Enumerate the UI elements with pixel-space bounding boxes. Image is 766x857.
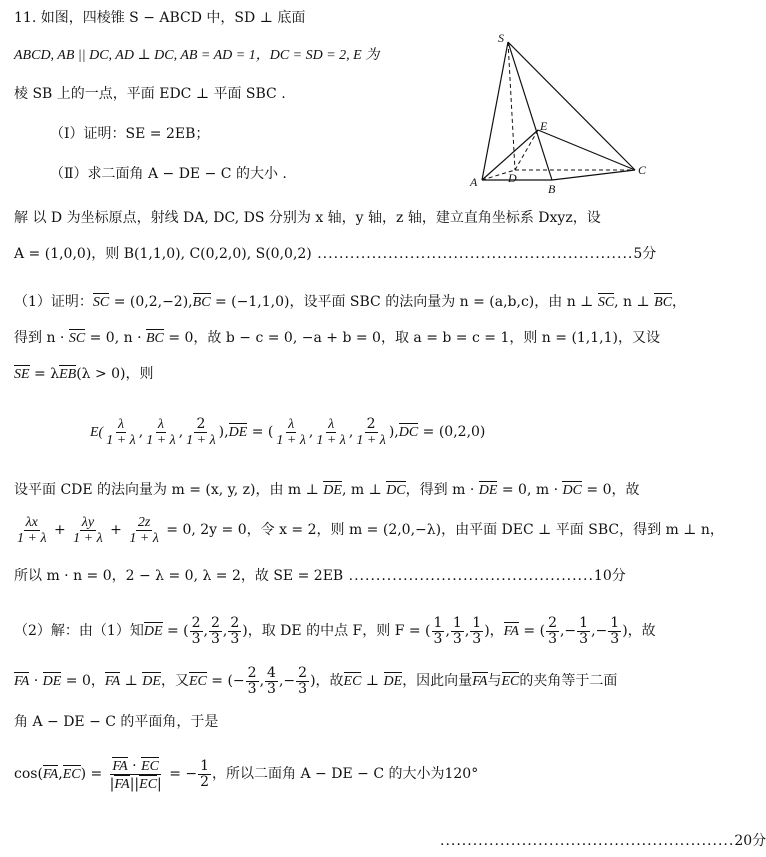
equation-E: E( $\frac{\lambda}{1 + \lambda}$ , $\frac{\lambda}{1 + \lambda}$ , $\frac{2}{1 + \lambda}$ ),DE = ( $\frac{\lambda}{1 + \lambda}$ , $\frac{\lambda}{1 + \lambda}$ , $\frac{2}{1 + \lambda}$ ),DC = (0,2,0) <box>90 415 486 448</box>
normal-m-line-2: $\frac{\lambda x}{1 + \lambda}$ + $\frac{\lambda y}{1 + \lambda}$ + $\frac{2z}{1 + \lambda}$ = 0, 2y = 0，令 x = 2，则 m = (2,0,−λ)，由平面 DEC ⊥ 平面 SBC，得到 m ⊥ n， <box>17 514 724 546</box>
score-5: 5分 <box>633 246 657 262</box>
problem-line-2: ABCD, AB || DC, AD ⊥ DC, AB = AD = 1，DC = SD = 2, E 为 <box>14 48 380 63</box>
solution-intro-2: A = (1,0,0)，则 B(1,1,0), C(0,2,0), S(0,0,2) ..........................................................5分 <box>14 246 657 262</box>
cos-equation: cos(FA,EC) = $\frac{FA \cdot EC}{|FA||EC|}$ = − $\frac{1}{2}$ ，所以二面角 A − DE − C 的大小为120° <box>14 757 479 792</box>
final-score-line: ......................................................20分 <box>440 833 766 849</box>
label-D: D <box>508 171 517 185</box>
part-2: （Ⅱ）求二面角 A − DE − C 的大小 . <box>50 166 287 182</box>
proof-line-1: （1）证明：SC = (0,2,−2),BC = (−1,1,0)，设平面 SBC 的法向量为 n = (a,b,c)，由 n ⊥ SC, n ⊥ BC， <box>14 294 687 310</box>
label-S: S <box>498 31 504 45</box>
part2-line-3: 角 A − DE − C 的平面角，于是 <box>14 714 219 730</box>
normal-m-line-3: 所以 m · n = 0，2 − λ = 0, λ = 2，故 SE = 2EB .............................................10分 <box>14 568 626 584</box>
part2-line-2: FA · DE = 0，FA ⊥ DE，又EC = (− $\frac{2}{3}$ , $\frac{4}{3}$ ,− $\frac{2}{3}$ )，故EC ⊥ DE，因此向量FA与EC的夹角等于二面 <box>14 664 618 697</box>
normal-m-line-1: 设平面 CDE 的法向量为 m = (x, y, z)，由 m ⊥ DE, m ⊥ DC，得到 m · DE = 0, m · DC = 0，故 <box>14 482 640 498</box>
label-E: E <box>540 119 548 133</box>
label-C: C <box>638 163 647 177</box>
solution-intro-1: 解 以 D 为坐标原点，射线 DA, DC, DS 分别为 x 轴，y 轴，z 轴，建立直角坐标系 Dxyz，设 <box>14 210 601 226</box>
part-1: （Ⅰ）证明：SE = 2EB； <box>50 126 210 142</box>
score-10: 10分 <box>593 568 626 584</box>
pyramid-figure <box>470 30 680 200</box>
score-20: 20分 <box>734 833 766 849</box>
problem-line-1: 11. 如图，四棱锥 S − ABCD 中，SD ⊥ 底面 <box>14 10 306 26</box>
label-B: B <box>548 182 556 196</box>
label-A: A <box>470 175 478 189</box>
part2-line-1: （2）解：由（1）知DE = ( $\frac{2}{3}$ , $\frac{2}{3}$ , $\frac{2}{3}$ )，取 DE 的中点 F，则 F = ( $\frac{1}{3}$ , $\frac{1}{3}$ , $\frac{1}{3}$ )，FA = ( $\frac{2}{3}$ ,− $\frac{1}{3}$ ,− $\frac{1}{3}$ )，故 <box>14 614 656 647</box>
problem-line-3: 棱 SB 上的一点，平面 EDC ⊥ 平面 SBC . <box>14 86 286 102</box>
proof-line-2: 得到 n · SC = 0, n · BC = 0，故 b − c = 0, −a + b = 0，取 a = b = c = 1，则 n = (1,1,1)，又设 <box>14 330 660 346</box>
proof-line-3: SE = λEB(λ > 0)，则 <box>14 366 154 382</box>
